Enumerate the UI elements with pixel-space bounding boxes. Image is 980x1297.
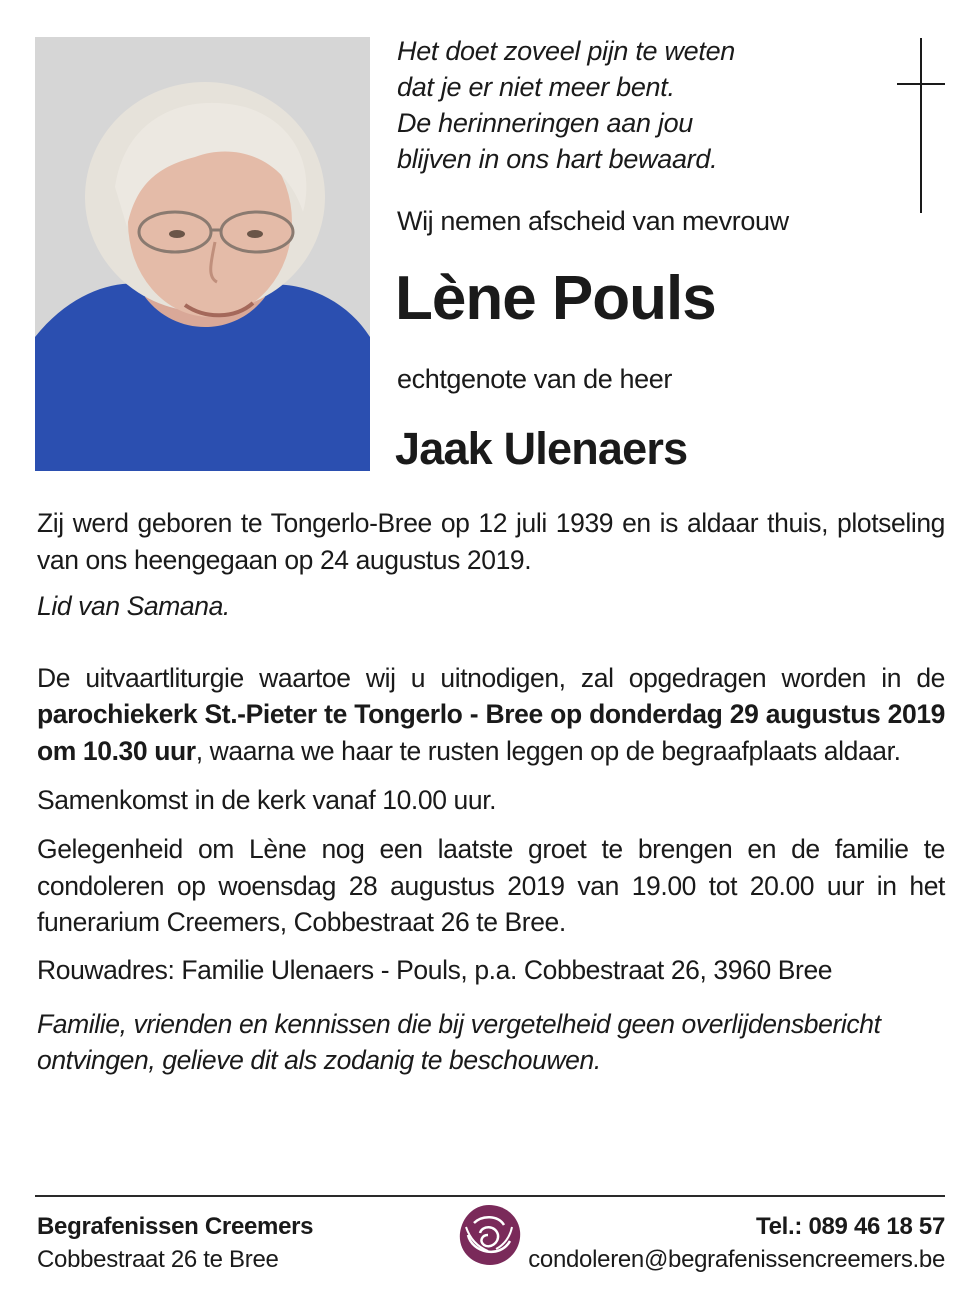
funeral-home-info [37, 1210, 313, 1276]
address-paragraph: Rouwadres: Familie Ulenaers - Pouls, p.a. Cobbestraat 26, 3960 Bree [37, 954, 833, 985]
poem-line: De herinneringen aan jou [397, 108, 694, 138]
poem-line: blijven in ons hart bewaard. [397, 144, 718, 174]
notice-paragraph: Familie, vrienden en kennissen die bij vergetelheid geen overlijdensbericht ontvingen, gelieve dit als zodanig te beschouwen. [37, 1008, 881, 1076]
memorial-poem [397, 33, 877, 177]
spouse-name: Jaak Ulenaers [395, 423, 688, 474]
visitation-paragraph: Gelegenheid om Lène nog een laatste groet te brengen en de familie te condoleren op woensdag 28 augustus 2019 van 19.00 tot 20.00 uur in het funerarium Creemers, Cobbestraat 26 te Bree. [37, 834, 945, 938]
funeral-paragraph [37, 660, 945, 770]
funeral-home-name: Begrafenissen Creemers [37, 1213, 314, 1240]
announcement-intro: Wij nemen afscheid van mevrouw [397, 206, 789, 236]
funeral-text-post: , waarna we haar te rusten leggen op de begraafplaats aldaar. [195, 735, 901, 766]
portrait-illustration [35, 37, 370, 471]
gathering-paragraph: Samenkomst in de kerk vanaf 10.00 uur. [37, 784, 497, 815]
email-link[interactable]: condoleren@begrafenissencreemers.be [528, 1246, 945, 1273]
phone-number: Tel.: 089 46 18 57 [756, 1213, 945, 1240]
portrait-photo [35, 37, 370, 471]
funeral-home-address: Cobbestraat 26 te Bree [37, 1246, 279, 1273]
deceased-name: Lène Pouls [395, 264, 716, 333]
birth-paragraph: Zij werd geboren te Tongerlo-Bree op 12 juli 1939 en is aldaar thuis, plotseling van ons heengegaan op 24 augustus 2019. [37, 508, 945, 575]
spouse-intro: echtgenote van de heer [397, 364, 672, 394]
cross-icon [897, 38, 945, 213]
rose-logo-icon [452, 1203, 526, 1269]
announcement-body [37, 505, 945, 1079]
funeral-text-pre: De uitvaartliturgie waartoe wij u uitnodigen, zal opgedragen worden in de [37, 662, 945, 693]
contact-info [528, 1210, 945, 1276]
footer-divider [35, 1195, 945, 1197]
poem-line: dat je er niet meer bent. [397, 72, 675, 102]
funeral-details: parochiekerk St.-Pieter te Tongerlo - Bree op donderdag 29 augustus 2019 om 10.30 uur [37, 699, 945, 766]
poem-line: Het doet zoveel pijn te weten [397, 36, 736, 66]
membership-paragraph: Lid van Samana. [37, 591, 230, 622]
